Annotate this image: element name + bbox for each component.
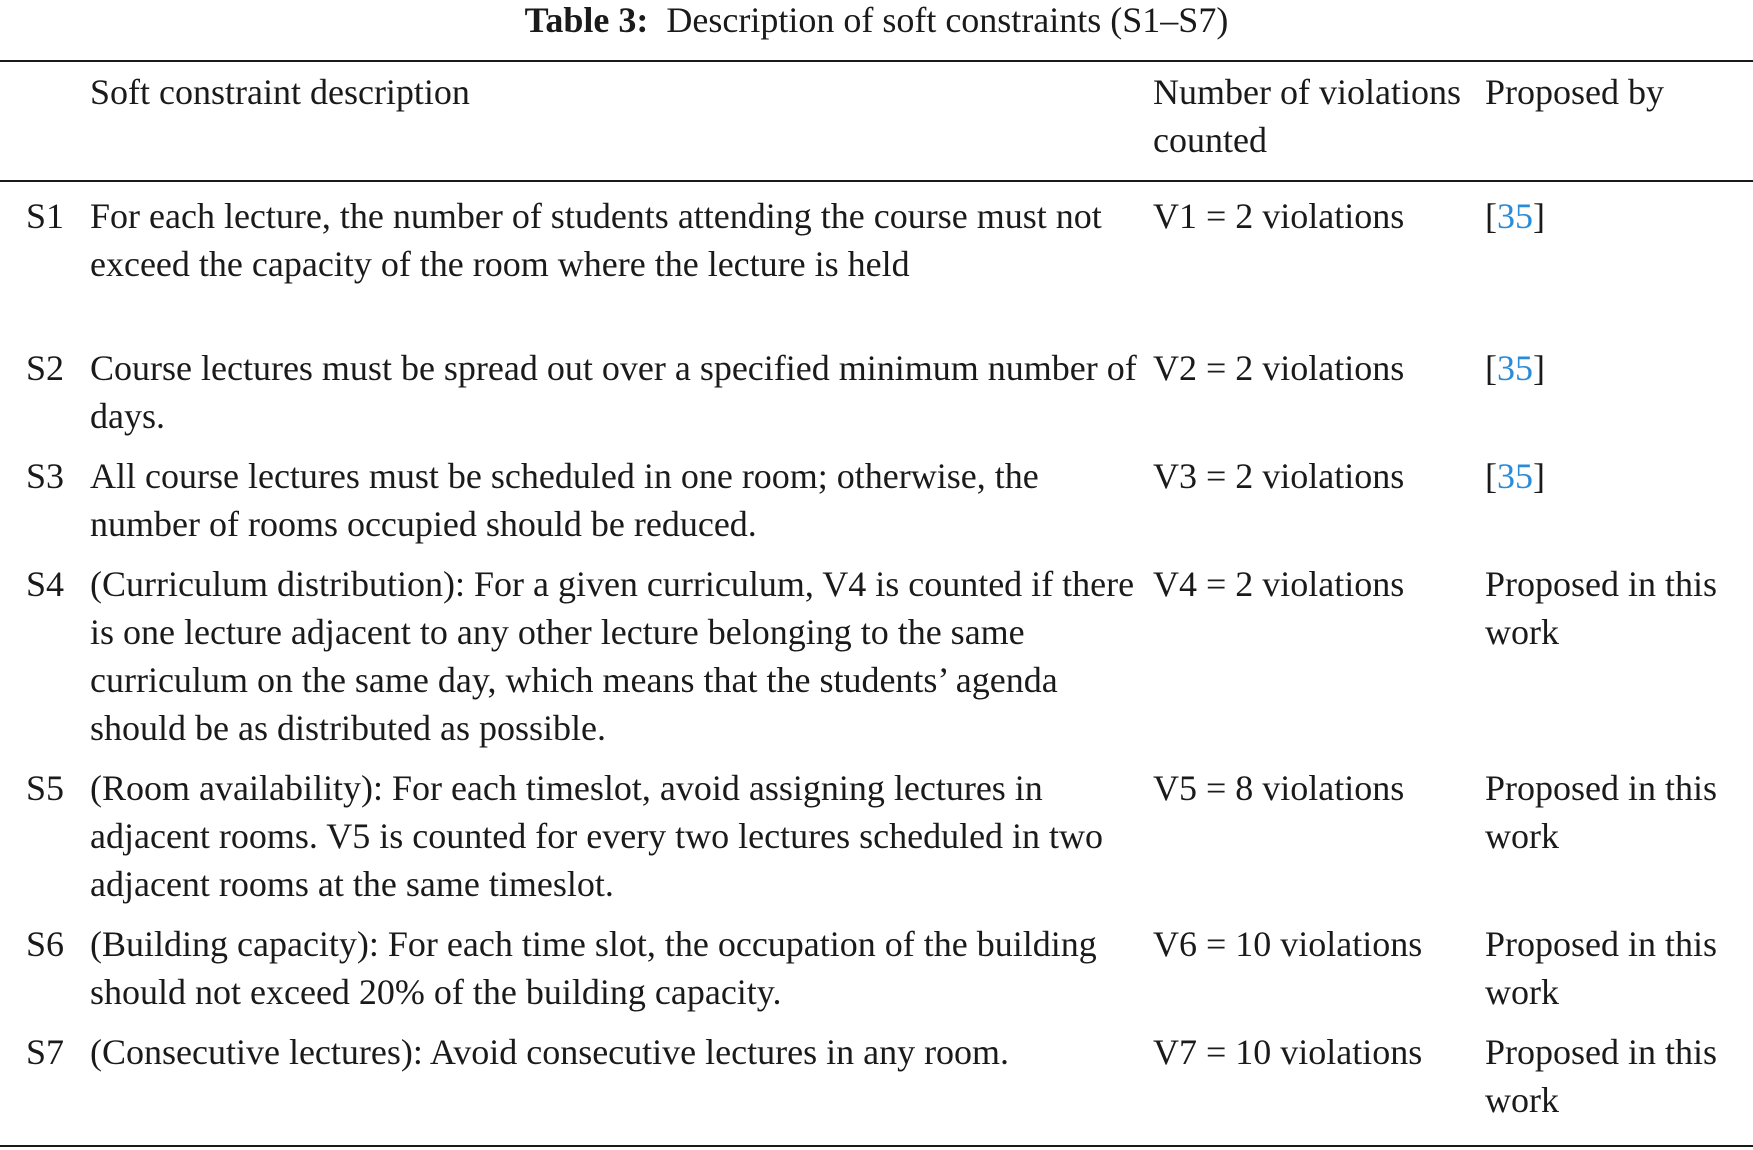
proposed-by: Proposed in this work xyxy=(1485,768,1718,856)
table-body xyxy=(0,180,1753,1128)
soft-constraints-table xyxy=(0,62,1753,1128)
citation-link[interactable]: 35 xyxy=(1497,348,1533,388)
citation-close-bracket: ] xyxy=(1533,348,1545,388)
constraint-description: For each lecture, the number of students attending the course must not exceed the capacity of the room where the lecture is held xyxy=(90,196,1102,284)
table-row xyxy=(0,344,1753,452)
header-id xyxy=(0,62,90,180)
proposed-by: Proposed in this work xyxy=(1485,1032,1718,1120)
citation-link[interactable]: 35 xyxy=(1497,196,1533,236)
table-row xyxy=(0,452,1753,560)
constraint-id: S7 xyxy=(26,1032,65,1072)
table-row xyxy=(0,764,1753,920)
caption-label: Table 3: xyxy=(524,0,649,40)
constraint-id: S3 xyxy=(26,456,65,496)
constraint-description: (Room availability): For each timeslot, avoid assigning lectures in adjacent rooms. V5 is counted for every two lectures scheduled in two adjacent rooms at the same timeslot. xyxy=(90,768,1104,904)
constraint-description: (Consecutive lectures): Avoid consecutive lectures in any room. xyxy=(90,1032,1010,1072)
citation-link[interactable]: 35 xyxy=(1497,456,1533,496)
proposed-by xyxy=(1485,344,1753,452)
table-row xyxy=(0,1028,1753,1128)
proposed-by: Proposed in this work xyxy=(1485,564,1718,652)
constraint-description: (Curriculum distribution): For a given curriculum, V4 is counted if there is one lecture adjacent to any other lecture belonging to the same curriculum on the same day, which means that the students’ agenda should be as distributed as possible. xyxy=(90,564,1135,748)
constraint-description: All course lectures must be scheduled in one room; otherwise, the number of rooms occupied should be reduced. xyxy=(90,456,1039,544)
caption-text: Description of soft constraints (S1–S7) xyxy=(666,0,1229,40)
violations-count: V3 = 2 violations xyxy=(1153,456,1405,496)
citation-close-bracket: ] xyxy=(1533,456,1545,496)
violations-count: V6 = 10 violations xyxy=(1153,924,1423,964)
proposed-by xyxy=(1485,180,1753,344)
violations-count: V2 = 2 violations xyxy=(1153,348,1405,388)
table-header xyxy=(0,62,1753,180)
proposed-by: Proposed in this work xyxy=(1485,924,1718,1012)
violations-count: V1 = 2 violations xyxy=(1153,196,1405,236)
constraint-id: S6 xyxy=(26,924,65,964)
table-row xyxy=(0,180,1753,344)
constraint-id: S2 xyxy=(26,348,65,388)
table-row xyxy=(0,560,1753,764)
violations-count: V5 = 8 violations xyxy=(1153,768,1405,808)
violations-count: V7 = 10 violations xyxy=(1153,1032,1423,1072)
table-row xyxy=(0,920,1753,1028)
citation-open-bracket: [ xyxy=(1485,456,1497,496)
violations-count: V4 = 2 violations xyxy=(1153,564,1405,604)
constraint-id: S1 xyxy=(26,196,65,236)
table-caption xyxy=(0,0,1753,40)
citation-open-bracket: [ xyxy=(1485,348,1497,388)
citation-open-bracket: [ xyxy=(1485,196,1497,236)
header-violations: Number of violations counted xyxy=(1153,72,1461,160)
constraint-id: S5 xyxy=(26,768,65,808)
citation-close-bracket: ] xyxy=(1533,196,1545,236)
header-row xyxy=(0,62,1753,180)
proposed-by xyxy=(1485,452,1753,560)
header-proposed: Proposed by xyxy=(1485,72,1664,112)
table-bottom-rule xyxy=(0,1145,1753,1147)
constraint-id: S4 xyxy=(26,564,65,604)
constraint-description: Course lectures must be spread out over a specified minimum number of days. xyxy=(90,348,1137,436)
constraint-description: (Building capacity): For each time slot, the occupation of the building should not exceed 20% of the building capacity. xyxy=(90,924,1097,1012)
header-description: Soft constraint description xyxy=(90,72,470,112)
